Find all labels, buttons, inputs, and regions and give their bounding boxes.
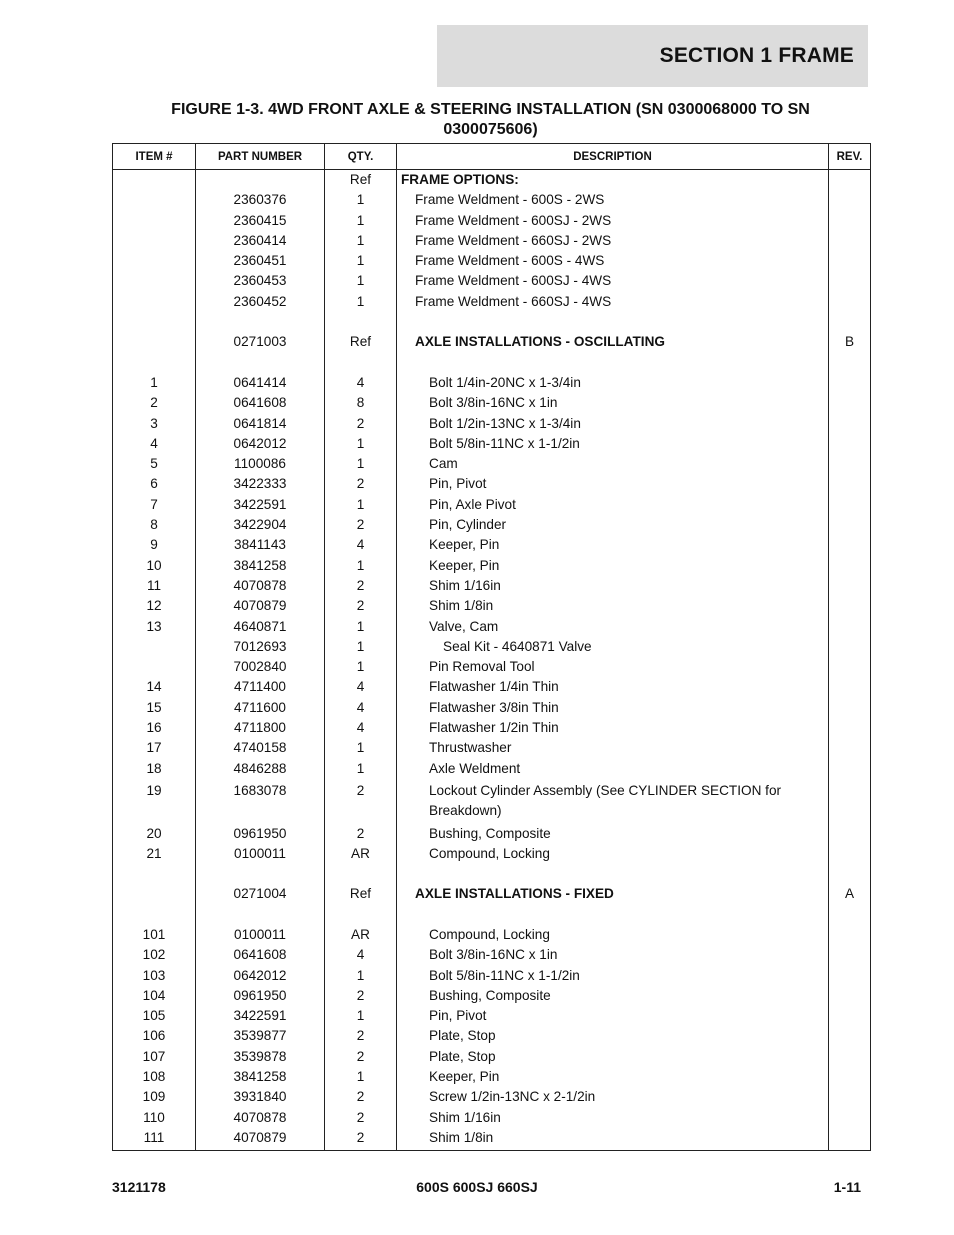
empty-cell	[829, 905, 871, 925]
item-number-cell	[113, 211, 196, 231]
item-number-cell: 102	[113, 945, 196, 965]
part-number-cell: 4740158	[196, 738, 325, 758]
item-number-cell: 12	[113, 596, 196, 616]
qty-cell: 8	[325, 393, 397, 413]
description-cell: Shim 1/16in	[397, 1108, 829, 1128]
table-row	[113, 454, 871, 474]
column-header-part-number: PART NUMBER	[196, 144, 325, 170]
item-number-cell: 104	[113, 986, 196, 1006]
table-row	[113, 844, 871, 864]
table-row	[113, 190, 871, 210]
table-row	[113, 925, 871, 945]
part-number-cell: 7002840	[196, 657, 325, 677]
item-number-cell: 18	[113, 759, 196, 779]
part-number-cell: 3841258	[196, 556, 325, 576]
description-cell: Pin Removal Tool	[397, 657, 829, 677]
item-number-cell	[113, 231, 196, 251]
empty-cell	[113, 864, 196, 884]
part-number-cell: 2360376	[196, 190, 325, 210]
part-number-cell: 4640871	[196, 617, 325, 637]
item-number-cell	[113, 884, 196, 904]
rev-cell	[829, 414, 871, 434]
description-cell: Frame Weldment - 600S - 4WS	[397, 251, 829, 271]
item-number-cell: 10	[113, 556, 196, 576]
qty-cell: 2	[325, 1108, 397, 1128]
rev-cell	[829, 373, 871, 393]
part-number-cell: 4070878	[196, 576, 325, 596]
part-number-cell: 0642012	[196, 966, 325, 986]
qty-cell: Ref	[325, 170, 397, 191]
description-cell: Bolt 3/8in-16NC x 1in	[397, 393, 829, 413]
item-number-cell: 14	[113, 677, 196, 697]
table-row-spacer	[113, 312, 871, 332]
description-cell: Pin, Pivot	[397, 1006, 829, 1026]
item-number-cell	[113, 657, 196, 677]
qty-cell: 2	[325, 576, 397, 596]
item-number-cell	[113, 251, 196, 271]
rev-cell	[829, 779, 871, 824]
description-cell: Cam	[397, 454, 829, 474]
description-cell: Pin, Cylinder	[397, 515, 829, 535]
part-number-cell: 3422591	[196, 1006, 325, 1026]
parts-table-header	[113, 144, 871, 170]
rev-cell	[829, 434, 871, 454]
description-cell: Frame Weldment - 600SJ - 2WS	[397, 211, 829, 231]
item-number-cell: 106	[113, 1026, 196, 1046]
section-header-band	[437, 25, 868, 87]
rev-cell	[829, 1087, 871, 1107]
part-number-cell: 2360415	[196, 211, 325, 231]
item-number-cell: 21	[113, 844, 196, 864]
part-number-cell: 0642012	[196, 434, 325, 454]
item-number-cell: 15	[113, 698, 196, 718]
rev-cell	[829, 515, 871, 535]
item-number-cell: 111	[113, 1128, 196, 1151]
part-number-cell: 0641608	[196, 393, 325, 413]
qty-cell: 1	[325, 190, 397, 210]
table-row	[113, 824, 871, 844]
rev-cell	[829, 925, 871, 945]
description-cell: Compound, Locking	[397, 925, 829, 945]
empty-cell	[196, 864, 325, 884]
item-number-cell: 108	[113, 1067, 196, 1087]
qty-cell: 1	[325, 617, 397, 637]
empty-cell	[829, 864, 871, 884]
rev-cell	[829, 966, 871, 986]
qty-cell: 1	[325, 454, 397, 474]
rev-cell	[829, 1128, 871, 1151]
description-cell: Keeper, Pin	[397, 1067, 829, 1087]
empty-cell	[397, 905, 829, 925]
item-number-cell	[113, 271, 196, 291]
description-cell: Bushing, Composite	[397, 986, 829, 1006]
part-number-cell: 0100011	[196, 844, 325, 864]
table-row	[113, 373, 871, 393]
qty-cell: 1	[325, 434, 397, 454]
qty-cell: 4	[325, 718, 397, 738]
table-row	[113, 884, 871, 904]
part-number-cell: 3422591	[196, 495, 325, 515]
item-number-cell: 103	[113, 966, 196, 986]
part-number-cell: 4711800	[196, 718, 325, 738]
rev-cell	[829, 292, 871, 312]
rev-cell	[829, 576, 871, 596]
part-number-cell: 2360453	[196, 271, 325, 291]
qty-cell: 4	[325, 698, 397, 718]
rev-cell	[829, 986, 871, 1006]
table-row	[113, 945, 871, 965]
description-cell: Bolt 1/2in-13NC x 1-3/4in	[397, 414, 829, 434]
rev-cell	[829, 657, 871, 677]
empty-cell	[325, 353, 397, 373]
empty-cell	[325, 905, 397, 925]
part-number-cell: 0641814	[196, 414, 325, 434]
qty-cell: 2	[325, 515, 397, 535]
description-cell: AXLE INSTALLATIONS - FIXED	[397, 884, 829, 904]
description-cell: Plate, Stop	[397, 1047, 829, 1067]
description-cell: Flatwasher 3/8in Thin	[397, 698, 829, 718]
rev-cell: A	[829, 884, 871, 904]
table-row	[113, 474, 871, 494]
part-number-cell: 0961950	[196, 824, 325, 844]
qty-cell: Ref	[325, 332, 397, 352]
table-row	[113, 332, 871, 352]
empty-cell	[113, 905, 196, 925]
item-number-cell: 5	[113, 454, 196, 474]
rev-cell	[829, 251, 871, 271]
qty-cell: 2	[325, 1087, 397, 1107]
rev-cell	[829, 759, 871, 779]
part-number-cell: 2360451	[196, 251, 325, 271]
rev-cell	[829, 617, 871, 637]
part-number-cell: 0100011	[196, 925, 325, 945]
rev-cell	[829, 844, 871, 864]
empty-cell	[196, 312, 325, 332]
empty-cell	[196, 905, 325, 925]
qty-cell: AR	[325, 925, 397, 945]
rev-cell	[829, 945, 871, 965]
qty-cell: 2	[325, 1128, 397, 1151]
description-cell: Pin, Axle Pivot	[397, 495, 829, 515]
item-number-cell: 20	[113, 824, 196, 844]
table-row	[113, 637, 871, 657]
item-number-cell: 11	[113, 576, 196, 596]
qty-cell: 4	[325, 945, 397, 965]
item-number-cell: 110	[113, 1108, 196, 1128]
qty-cell: 4	[325, 373, 397, 393]
parts-table-body	[113, 170, 871, 1151]
part-number-cell: 0961950	[196, 986, 325, 1006]
table-row	[113, 292, 871, 312]
part-number-cell: 0641608	[196, 945, 325, 965]
part-number-cell: 4070879	[196, 596, 325, 616]
rev-cell	[829, 535, 871, 555]
description-cell: Frame Weldment - 660SJ - 4WS	[397, 292, 829, 312]
description-cell: Bolt 3/8in-16NC x 1in	[397, 945, 829, 965]
description-cell: Pin, Pivot	[397, 474, 829, 494]
qty-cell: 2	[325, 1047, 397, 1067]
part-number-cell: 2360452	[196, 292, 325, 312]
item-number-cell: 107	[113, 1047, 196, 1067]
part-number-cell: 4846288	[196, 759, 325, 779]
rev-cell	[829, 677, 871, 697]
part-number-cell: 3422333	[196, 474, 325, 494]
qty-cell: 1	[325, 657, 397, 677]
qty-cell: 1	[325, 1006, 397, 1026]
item-number-cell: 101	[113, 925, 196, 945]
empty-cell	[325, 864, 397, 884]
description-cell: Thrustwasher	[397, 738, 829, 758]
item-number-cell: 17	[113, 738, 196, 758]
item-number-cell: 105	[113, 1006, 196, 1026]
description-cell: Plate, Stop	[397, 1026, 829, 1046]
rev-cell	[829, 170, 871, 191]
qty-cell: 4	[325, 535, 397, 555]
table-row-spacer	[113, 864, 871, 884]
table-row	[113, 414, 871, 434]
figure-title	[112, 100, 869, 140]
item-number-cell: 4	[113, 434, 196, 454]
table-row	[113, 231, 871, 251]
description-cell: Screw 1/2in-13NC x 2-1/2in	[397, 1087, 829, 1107]
item-number-cell: 2	[113, 393, 196, 413]
item-number-cell: 3	[113, 414, 196, 434]
table-row	[113, 966, 871, 986]
description-cell: Lockout Cylinder Assembly (See CYLINDER SECTION for Breakdown)	[397, 779, 829, 824]
qty-cell: 1	[325, 1067, 397, 1087]
item-number-cell: 109	[113, 1087, 196, 1107]
item-number-cell: 7	[113, 495, 196, 515]
table-row	[113, 986, 871, 1006]
column-header-item: ITEM #	[113, 144, 196, 170]
figure-title-line2: 0300075606)	[443, 121, 538, 138]
table-row	[113, 576, 871, 596]
empty-cell	[397, 864, 829, 884]
qty-cell: 1	[325, 966, 397, 986]
rev-cell	[829, 393, 871, 413]
rev-cell	[829, 211, 871, 231]
rev-cell	[829, 596, 871, 616]
qty-cell: 1	[325, 292, 397, 312]
table-row	[113, 211, 871, 231]
rev-cell	[829, 495, 871, 515]
figure-title-line1: FIGURE 1-3. 4WD FRONT AXLE & STEERING INSTALLATION (SN 0300068000 TO SN	[171, 101, 810, 118]
qty-cell: 2	[325, 596, 397, 616]
description-cell: Bushing, Composite	[397, 824, 829, 844]
rev-cell	[829, 190, 871, 210]
table-row	[113, 535, 871, 555]
description-cell: Shim 1/8in	[397, 1128, 829, 1151]
item-number-cell: 9	[113, 535, 196, 555]
part-number-cell: 3539877	[196, 1026, 325, 1046]
item-number-cell: 19	[113, 779, 196, 824]
table-row	[113, 596, 871, 616]
part-number-cell: 3841143	[196, 535, 325, 555]
part-number-cell: 4070878	[196, 1108, 325, 1128]
description-cell: Shim 1/16in	[397, 576, 829, 596]
table-row	[113, 170, 871, 191]
column-header-qty: QTY.	[325, 144, 397, 170]
rev-cell	[829, 1026, 871, 1046]
column-header-description: DESCRIPTION	[397, 144, 829, 170]
table-row	[113, 1047, 871, 1067]
part-number-cell: 1683078	[196, 779, 325, 824]
item-number-cell: 8	[113, 515, 196, 535]
table-row	[113, 1026, 871, 1046]
part-number-cell: 1100086	[196, 454, 325, 474]
table-row	[113, 779, 871, 824]
qty-cell: 2	[325, 1026, 397, 1046]
table-row	[113, 759, 871, 779]
empty-cell	[397, 353, 829, 373]
rev-cell	[829, 1006, 871, 1026]
qty-cell: 1	[325, 251, 397, 271]
empty-cell	[829, 353, 871, 373]
rev-cell	[829, 1108, 871, 1128]
column-header-rev: REV.	[829, 144, 871, 170]
part-number-cell: 4711400	[196, 677, 325, 697]
table-row-spacer	[113, 353, 871, 373]
qty-cell: 2	[325, 986, 397, 1006]
table-row	[113, 677, 871, 697]
table-row-spacer	[113, 905, 871, 925]
table-row	[113, 657, 871, 677]
description-cell: Keeper, Pin	[397, 556, 829, 576]
rev-cell	[829, 738, 871, 758]
description-cell: Bolt 5/8in-11NC x 1-1/2in	[397, 434, 829, 454]
item-number-cell: 1	[113, 373, 196, 393]
description-cell: Flatwasher 1/4in Thin	[397, 677, 829, 697]
table-row	[113, 1128, 871, 1151]
qty-cell: AR	[325, 844, 397, 864]
item-number-cell: 13	[113, 617, 196, 637]
table-row	[113, 738, 871, 758]
empty-cell	[325, 312, 397, 332]
qty-cell: 1	[325, 637, 397, 657]
description-cell: Frame Weldment - 600SJ - 4WS	[397, 271, 829, 291]
rev-cell	[829, 718, 871, 738]
part-number-cell: 4070879	[196, 1128, 325, 1151]
qty-cell: 2	[325, 414, 397, 434]
rev-cell	[829, 1067, 871, 1087]
qty-cell: 1	[325, 556, 397, 576]
item-number-cell	[113, 332, 196, 352]
qty-cell: 1	[325, 211, 397, 231]
rev-cell	[829, 556, 871, 576]
table-row	[113, 251, 871, 271]
description-cell: Shim 1/8in	[397, 596, 829, 616]
part-number-cell: 0271004	[196, 884, 325, 904]
table-row	[113, 434, 871, 454]
table-row	[113, 515, 871, 535]
item-number-cell: 16	[113, 718, 196, 738]
rev-cell	[829, 637, 871, 657]
part-number-cell	[196, 170, 325, 191]
description-cell: Keeper, Pin	[397, 535, 829, 555]
qty-cell: 2	[325, 779, 397, 824]
qty-cell: 1	[325, 231, 397, 251]
part-number-cell: 3539878	[196, 1047, 325, 1067]
table-row	[113, 1087, 871, 1107]
empty-cell	[113, 312, 196, 332]
footer-doc-number: 3121178	[112, 1179, 166, 1195]
table-row	[113, 718, 871, 738]
item-number-cell	[113, 170, 196, 191]
table-row	[113, 495, 871, 515]
rev-cell: B	[829, 332, 871, 352]
table-row	[113, 1067, 871, 1087]
description-cell: Seal Kit - 4640871 Valve	[397, 637, 829, 657]
description-cell: Compound, Locking	[397, 844, 829, 864]
qty-cell: 1	[325, 759, 397, 779]
description-cell: Bolt 5/8in-11NC x 1-1/2in	[397, 966, 829, 986]
section-title: SECTION 1 FRAME	[659, 44, 854, 67]
description-cell: Bolt 1/4in-20NC x 1-3/4in	[397, 373, 829, 393]
rev-cell	[829, 1047, 871, 1067]
table-row	[113, 556, 871, 576]
empty-cell	[113, 353, 196, 373]
rev-cell	[829, 474, 871, 494]
footer-models: 600S 600SJ 660SJ	[416, 1179, 538, 1195]
parts-table	[112, 143, 871, 1151]
qty-cell: 4	[325, 677, 397, 697]
table-row	[113, 271, 871, 291]
table-row	[113, 1006, 871, 1026]
rev-cell	[829, 454, 871, 474]
part-number-cell: 3422904	[196, 515, 325, 535]
rev-cell	[829, 231, 871, 251]
part-number-cell: 0641414	[196, 373, 325, 393]
description-cell: FRAME OPTIONS:	[397, 170, 829, 191]
part-number-cell: 2360414	[196, 231, 325, 251]
item-number-cell	[113, 637, 196, 657]
item-number-cell	[113, 190, 196, 210]
description-cell: Flatwasher 1/2in Thin	[397, 718, 829, 738]
description-cell: Frame Weldment - 600S - 2WS	[397, 190, 829, 210]
table-row	[113, 393, 871, 413]
part-number-cell: 0271003	[196, 332, 325, 352]
qty-cell: 2	[325, 824, 397, 844]
qty-cell: 1	[325, 495, 397, 515]
qty-cell: 1	[325, 271, 397, 291]
part-number-cell: 3841258	[196, 1067, 325, 1087]
rev-cell	[829, 824, 871, 844]
item-number-cell: 6	[113, 474, 196, 494]
qty-cell: 1	[325, 738, 397, 758]
empty-cell	[397, 312, 829, 332]
description-cell: AXLE INSTALLATIONS - OSCILLATING	[397, 332, 829, 352]
part-number-cell: 3931840	[196, 1087, 325, 1107]
table-row	[113, 698, 871, 718]
item-number-cell	[113, 292, 196, 312]
description-cell: Axle Weldment	[397, 759, 829, 779]
part-number-cell: 4711600	[196, 698, 325, 718]
description-cell: Frame Weldment - 660SJ - 2WS	[397, 231, 829, 251]
rev-cell	[829, 271, 871, 291]
empty-cell	[196, 353, 325, 373]
table-row	[113, 617, 871, 637]
qty-cell: 2	[325, 474, 397, 494]
rev-cell	[829, 698, 871, 718]
empty-cell	[829, 312, 871, 332]
qty-cell: Ref	[325, 884, 397, 904]
footer-page-number: 1-11	[833, 1179, 861, 1195]
description-cell: Valve, Cam	[397, 617, 829, 637]
table-row	[113, 1108, 871, 1128]
part-number-cell: 7012693	[196, 637, 325, 657]
